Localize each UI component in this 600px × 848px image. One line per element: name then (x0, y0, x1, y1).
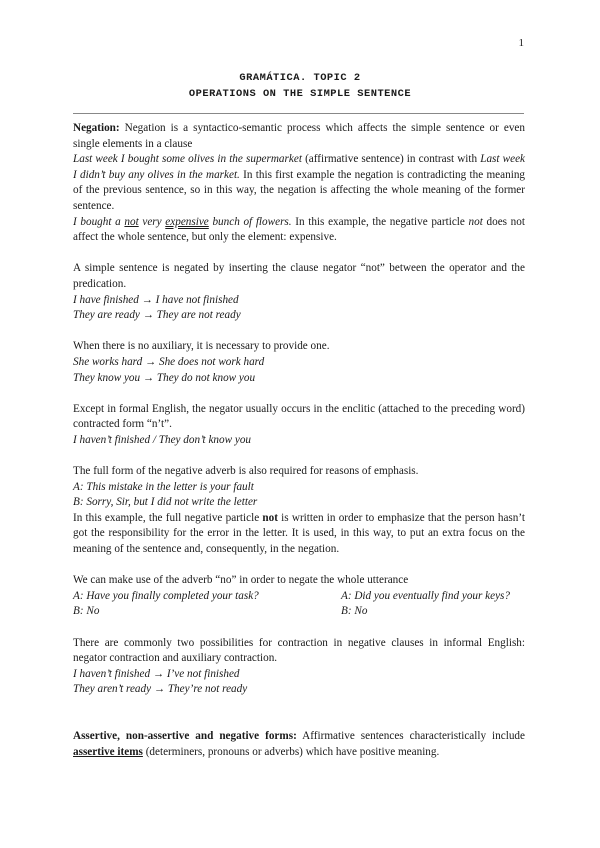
emphasis-explanation (73, 511, 525, 558)
example-line (73, 495, 525, 511)
example-text: B: No (341, 605, 368, 618)
explanation-text: is written in order to emphasize that the person hasn’t got the responsibility for the error in the letter. It is used, in this way, to put an extra focus on the meaning of the sentence and, consequently, in the negation. (73, 511, 525, 556)
example-affirmative: Last week I bought some olives in the supermarket (73, 153, 302, 166)
example-line (73, 667, 525, 683)
header-title: GRAMÁTICA. TOPIC 2 (239, 72, 361, 84)
local-negation-paragraph (73, 215, 525, 246)
example-line (73, 433, 525, 449)
dialogue-left (73, 589, 341, 605)
example-text: A: Have you finally completed your task? (73, 589, 259, 602)
underlined-not: not (124, 215, 139, 228)
header-rule (73, 113, 524, 114)
page-number: 1 (518, 37, 524, 49)
example-text: B: Sorry, Sir, but I did not write the letter (73, 496, 258, 509)
dialogue-row (73, 589, 525, 605)
enclitic-paragraph: Except in formal English, the negator usually occurs in the enclitic (attached to the preceding word) contracted form “n’t”. (73, 402, 525, 431)
dialogue-row (73, 604, 525, 620)
dialogue-left (73, 604, 341, 620)
example-line (73, 480, 525, 496)
example-text: I bought a (73, 215, 125, 228)
contraction-paragraph: There are commonly two possibilities for contraction in negative clauses in informal English: negator contraction and auxiliary contraction. (73, 636, 525, 665)
adverb-no-paragraph: We can make use of the adverb “no” in order to negate the whole utterance (73, 574, 409, 587)
example-line (73, 355, 525, 371)
example-text: I have finished → I have not finished (73, 293, 239, 306)
assertive-text: Affirmative sentences characteristically include (296, 730, 525, 743)
example-negative: Last week I didn’t buy any olives in the market. (73, 153, 526, 181)
example-text: They know you → They do not know you (73, 371, 256, 384)
assertive-text: (determiners, pronouns or adverbs) which have positive meaning. (142, 745, 440, 758)
example-line (73, 308, 525, 324)
example-text: A: Did you eventually find your keys? (341, 589, 510, 602)
negation-paragraph (73, 121, 525, 152)
dialogue-right (341, 604, 367, 620)
underlined-expensive: expensive (165, 215, 209, 228)
example-text: very (138, 215, 166, 228)
assertive-label: Assertive, non-assertive and negative forms: (73, 730, 297, 743)
example-text: I haven’t finished → I’ve not finished (73, 667, 240, 680)
explanation-text: In this example, the full negative particle (73, 511, 263, 524)
assertive-paragraph (73, 729, 525, 760)
document-body (73, 121, 525, 760)
example-text: She works hard → She does not work hard (73, 355, 265, 368)
example-line (73, 371, 525, 387)
negation-definition: Negation is a syntactico-semantic process which affects the simple sentence or even single elements in a clause (73, 122, 525, 150)
dialogue-right (341, 589, 510, 605)
example-text: A: This mistake in the letter is your fault (73, 480, 254, 493)
header-subtitle: OPERATIONS ON THE SIMPLE SENTENCE (188, 88, 412, 100)
example-note: (affirmative sentence) in contrast with (301, 153, 481, 166)
example-line (73, 293, 525, 309)
italic-not: not (468, 215, 483, 228)
bold-not: not (262, 511, 278, 524)
no-aux-paragraph: When there is no auxiliary, it is necessary to provide one. (73, 340, 330, 353)
example-explanation: In this example, the negative particle (291, 215, 469, 228)
example-explanation: does not affect the whole sentence, but only the element: expensive. (73, 215, 525, 244)
example-text: They aren’t ready → They’re not ready (73, 683, 248, 696)
clause-negator-paragraph: A simple sentence is negated by inserting the clause negator “not” between the operator and the predication. (73, 262, 525, 290)
example-explanation: In this first example the negation is contradicting the meaning of the previous sentence, so in this way, the negation is affecting the whole meaning of the former sentence. (73, 168, 526, 212)
example-text: bunch of flowers. (208, 215, 292, 228)
emphasis-paragraph: The full form of the negative adverb is also required for reasons of emphasis. (73, 465, 419, 478)
example-flowers (73, 216, 292, 228)
example-text: B: No (73, 605, 100, 618)
example-text: They are ready → They are not ready (73, 309, 241, 322)
assertive-items-term: assertive items (73, 745, 143, 758)
negation-label: Negation: (73, 122, 120, 134)
example-line (73, 682, 525, 698)
example-text: I haven’t finished / They don’t know you (73, 433, 252, 446)
negation-example-paragraph (73, 152, 525, 214)
